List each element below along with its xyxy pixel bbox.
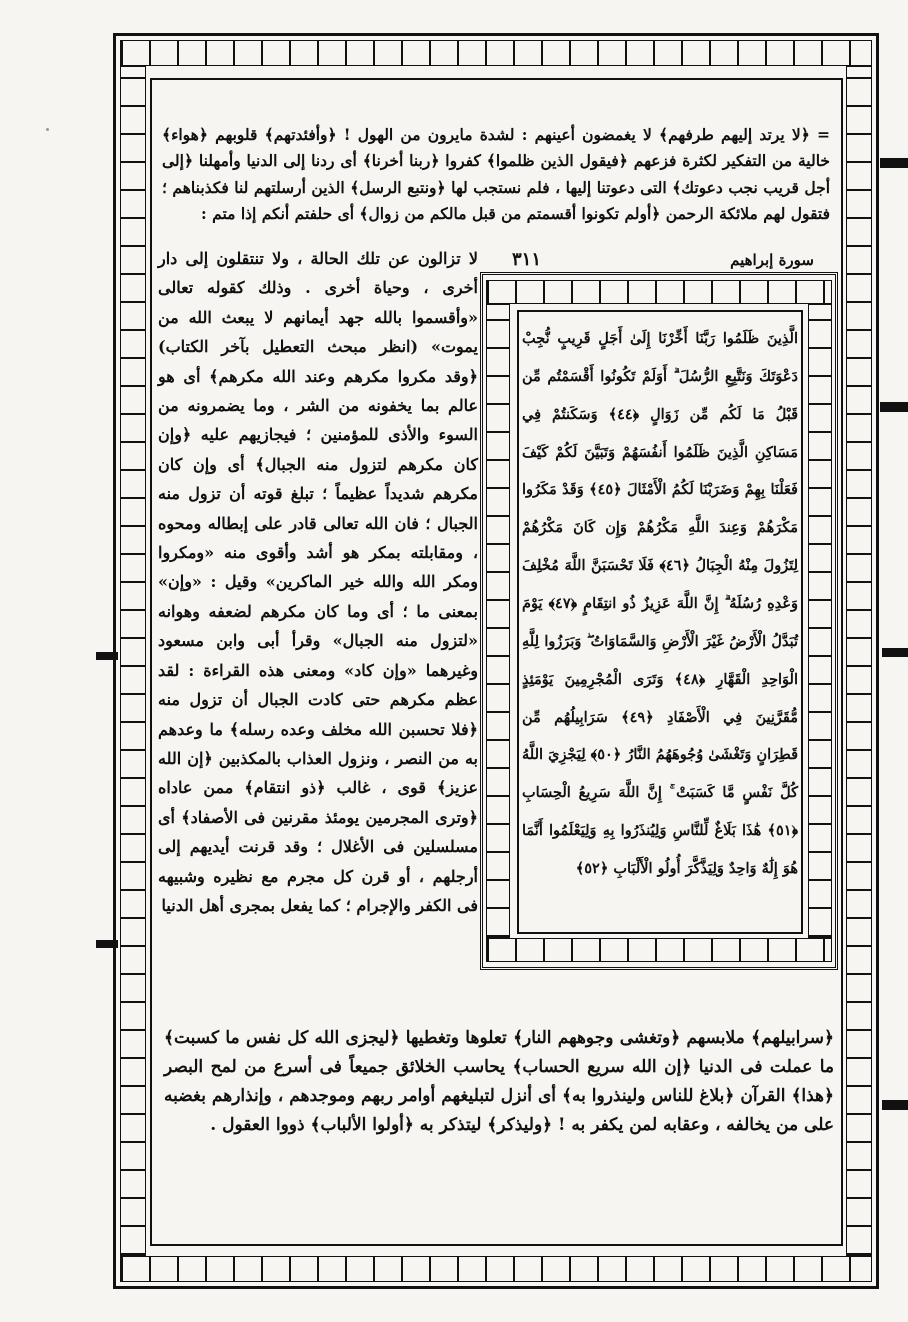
margin-mark bbox=[880, 402, 908, 412]
margin-mark bbox=[880, 158, 908, 168]
ornament-band-bottom bbox=[120, 1256, 872, 1282]
margin-mark bbox=[882, 1100, 908, 1110]
page-number: ٣١١ bbox=[512, 249, 542, 270]
ornament-band-top bbox=[120, 40, 872, 66]
commentary-top-paragraph: = ﴿لا يرتد إليهم طرفهم﴾ لا يغمضون أعينهم : لشدة مايرون من الهول ! ﴿وأفئدتهم﴾ قلوبهم ﴿هواء﴾ خالية من التفكير لكثرة فزعهم ﴿فيقول الذين ظلموا﴾ كفروا ﴿ربنا أخرنا﴾ أى ردنا إلى الدنيا وأمهلنا ﴿إلى أجل قريب نجب دعوتك﴾ التى دعوتنا إليها ، فلم نستجب لها ﴿ونتبع الرسل﴾ الذين أرسلتهم لنا فكذبناهم ؛ فتقول لهم ملائكة الرحمن ﴿أولم تكونوا أقسمتم من قبل مالكم من زوال﴾ أى حلفتم أنكم إذا متم : bbox=[162, 125, 830, 224]
ornament-band-right bbox=[846, 66, 872, 1256]
surah-name: سورة إبراهيم bbox=[730, 251, 814, 269]
quran-page-header bbox=[502, 251, 824, 273]
margin-mark bbox=[96, 652, 118, 660]
ornament-band-left bbox=[120, 66, 146, 1256]
quran-ornament-right bbox=[808, 304, 832, 938]
scan-speck bbox=[46, 128, 49, 131]
quran-ornament-top bbox=[486, 280, 832, 304]
quran-ornament-left bbox=[486, 304, 510, 938]
quran-verses: الَّذِينَ ظَلَمُوا رَبَّنَا أَخِّرْنَا إِلَىٰ أَجَلٍ قَرِيبٍ نُّجِبْ دَعْوَتَكَ وَنَتَّبِعِ الرُّسُلَ ۗ أَوَلَمْ تَكُونُوا أَقْسَمْتُم مِّن قَبْلُ مَا لَكُم مِّن زَوَالٍ ﴿٤٤﴾ وَسَكَنتُمْ فِي مَسَاكِنِ الَّذِينَ ظَلَمُوا أَنفُسَهُمْ وَتَبَيَّنَ لَكُمْ كَيْفَ فَعَلْنَا بِهِمْ وَضَرَبْنَا لَكُمُ الْأَمْثَالَ ﴿٤٥﴾ وَقَدْ مَكَرُوا مَكْرَهُمْ وَعِندَ اللَّهِ مَكْرُهُمْ وَإِن كَانَ مَكْرُهُمْ لِتَزُولَ مِنْهُ الْجِبَالُ ﴿٤٦﴾ فَلَا تَحْسَبَنَّ اللَّهَ مُخْلِفَ وَعْدِهِ رُسُلَهُ ۗ إِنَّ اللَّهَ عَزِيزٌ ذُو انتِقَامٍ ﴿٤٧﴾ يَوْمَ تُبَدَّلُ الْأَرْضُ غَيْرَ الْأَرْضِ وَالسَّمَاوَاتُ ۖ وَبَرَزُوا لِلَّهِ الْوَاحِدِ الْقَهَّارِ ﴿٤٨﴾ وَتَرَى الْمُجْرِمِينَ يَوْمَئِذٍ مُّقَرَّنِينَ فِي الْأَصْفَادِ ﴿٤٩﴾ سَرَابِيلُهُم مِّن قَطِرَانٍ وَتَغْشَىٰ وُجُوهَهُمُ النَّارُ ﴿٥٠﴾ لِيَجْزِيَ اللَّهُ كُلَّ نَفْسٍ مَّا كَسَبَتْ ۚ إِنَّ اللَّهَ سَرِيعُ الْحِسَابِ ﴿٥١﴾ هَٰذَا بَلَاغٌ لِّلنَّاسِ وَلِيُنذَرُوا بِهِ وَلِيَعْلَمُوا أَنَّمَا هُوَ إِلَٰهٌ وَاحِدٌ وَلِيَذَّكَّرَ أُولُو الْأَلْبَابِ ﴿٥٢﴾ bbox=[522, 330, 799, 878]
margin-mark bbox=[96, 940, 118, 948]
margin-mark bbox=[882, 648, 908, 657]
commentary-side-column: لا تزالون عن تلك الحالة ، ولا تنتقلون إلى دار أخرى ، وحياة أخرى . وذلك كقوله تعالى «وأقسموا بالله جهد أيمانهم لا يبعث الله من يموت» (انظر مبحث التعطيل بآخر الكتاب) ﴿وقد مكروا مكرهم وعند الله مكرهم﴾ أى هو عالم بما يخفونه من الشر ، وما يضمرونه من السوء والأذى للمؤمنين ؛ فيجازيهم عليه ﴿وإن كان مكرهم لتزول منه الجبال﴾ أى وإن كان مكرهم شديداً عظيماً ؛ تبلغ قوته أن تزول منه الجبال ؛ فان الله تعالى قادر على إبطاله ومحوه ، ومقابلته بمكر هو أشد وأقوى منه «ومكروا ومكر الله والله خير الماكرين» وقيل : «وإن» بمعنى ما ؛ أى وما كان مكرهم لضعفه وهوانه «لتزول منه الجبال» وقرأ أبى وابن مسعود وغيرهما «وإن كاد» ومعنى هذه القراءة : لقد عظم مكرهم حتى كادت الجبال أن تزول منه ﴿فلا تحسبن الله مخلف وعده رسله﴾ ما وعدهم به من النصر ، ونزول العذاب بالمكذبين ﴿إن الله عزيز﴾ قوى ، غالب ﴿ذو انتقام﴾ ممن عاداه ﴿وترى المجرمين يومئذ مقرنين فى الأصفاد﴾ أى مسلسلين فى الأغلال ؛ وقد قرنت أيديهم إلى أرجلهم ، أو قرن كل مجرم مع نظيره وشبيهه فى الكفر والإجرام ؛ كما يفعل بمجرى أهل الدنيا bbox=[158, 249, 478, 915]
quran-ornament-bottom bbox=[486, 938, 832, 962]
commentary-bottom-paragraph: ﴿سرابيلهم﴾ ملابسهم ﴿وتغشى وجوههم النار﴾ تعلوها وتغطيها ﴿ليجزى الله كل نفس ما كسبت﴾ ما عملت فى الدنيا ﴿إن الله سريع الحساب﴾ يحاسب الخلائق جميعاً فى أسرع من لمح البصر ﴿هذا﴾ القرآن ﴿بلاغ للناس ولينذروا به﴾ أى أنزل لتبليغهم أوامر ربهم وموجدهم ، وإنذارهم بغضبه على من يخالفه ، وعقابه لمن يكفر به ! ﴿وليذكر﴾ ليتذكر به ﴿أولوا الألباب﴾ ذووا العقول . bbox=[164, 1028, 834, 1135]
